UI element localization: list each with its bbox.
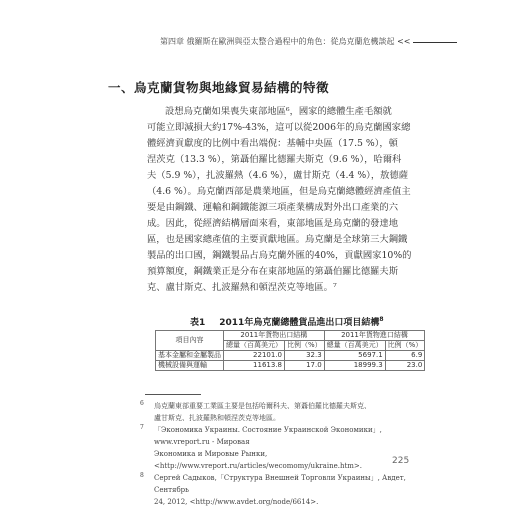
footnote <box>140 400 420 424</box>
body-paragraph <box>147 104 415 296</box>
footnote-line: 24, 2012, <http://www.avdet.org/node/6614>. <box>154 498 319 506</box>
table-title: 2011年烏克蘭總體貨品進出口項目結構 <box>219 318 380 328</box>
cell-export-total: 22101.0 <box>224 351 285 361</box>
footnote-line: 「Экономика Украины. Состояние Украинской Экономики」, www.vreport.ru - Мировая <box>154 426 382 446</box>
table-row <box>156 351 425 361</box>
page-number: 225 <box>392 456 410 466</box>
body-line: 製品的出口國，鋼鐵製品占烏克蘭外匯的40%，貢獻國家10%的 <box>147 250 412 261</box>
footnote-line: 盧甘斯克、扎波羅熱和頓涅茨克等地區。 <box>154 414 280 422</box>
body-line: 預算額度，鋼鐵業正是分布在東部地區的第聶伯羅比德羅夫斯 <box>147 266 399 277</box>
body-line: 夫（5.9 %），扎波羅熱（4.6 %），盧甘斯克（4.4 %），敖德薩 <box>147 170 409 181</box>
cell-item: 基本金屬和金屬製品 <box>156 351 224 361</box>
cell-item: 機械設備與運輸 <box>156 361 224 371</box>
body-line: 可能立即減損大約17%-43%，這可以從2006年的烏克蘭國家總 <box>147 122 411 133</box>
group-header-export: 2011年貨物出口結構 <box>224 331 325 341</box>
footnote-line: Сергей Садыков,「Структура Внешней Торговли Украины」, Авдет, Сентябрь <box>154 474 406 494</box>
cell-import-share: 6.9 <box>385 351 425 361</box>
table-number: 表1 <box>190 318 206 328</box>
footnote-line: Экономика и Мировые Рынки, <http://www.vreport.ru/articles/wecomomy/ukraine.htm>. <box>154 450 362 470</box>
table-caption <box>190 315 384 328</box>
footnotes <box>140 400 420 508</box>
body-line: 體經濟貢獻度的比例中看出端倪：基輔中央區（17.5 %），頓 <box>147 138 398 149</box>
table-footnote-ref: 8 <box>379 316 384 323</box>
cell-export-share: 17.0 <box>285 361 325 371</box>
body-line: （4.6 %）。烏克蘭西部是農業地區，但是烏克蘭總體經濟產值主 <box>147 186 411 197</box>
header-rule <box>413 42 457 43</box>
cell-import-share: 23.0 <box>385 361 425 371</box>
col-header-item: 項目內容 <box>156 331 224 351</box>
col-header-export-total: 總量（百萬美元） <box>224 341 285 351</box>
body-line: 設想烏克蘭如果喪失東部地區⁶，國家的總體生產毛額就 <box>165 106 392 117</box>
table-header-row <box>156 331 425 341</box>
cell-export-share: 32.3 <box>285 351 325 361</box>
col-header-export-share: 比例（%） <box>285 341 325 351</box>
col-header-import-share: 比例（%） <box>385 341 425 351</box>
table-row <box>156 361 425 371</box>
chapter-title: 第四章 俄羅斯在歐洲與亞太整合過程中的角色：從烏克蘭危機談起 <box>160 37 395 46</box>
trade-structure-table <box>155 330 425 371</box>
footnote-divider <box>145 394 201 395</box>
running-header <box>160 36 460 47</box>
footnote-mark: 7 <box>140 424 144 431</box>
footnote <box>140 424 420 472</box>
footnote-mark: 6 <box>140 400 144 407</box>
body-line: 克、盧甘斯克、扎波羅熱和頓涅茨克等地區。⁷ <box>147 282 337 293</box>
body-line: 要是由鋼鐵、運輸和鋼鐵能源三項產業構成對外出口產業的六 <box>147 202 399 213</box>
double-chevron-icon: << <box>397 37 411 46</box>
footnote <box>140 472 420 508</box>
cell-export-total: 11613.8 <box>224 361 285 371</box>
cell-import-total: 5697.1 <box>324 351 385 361</box>
body-line: 涅茨克（13.3 %），第聶伯羅比德羅夫斯克（9.6 %），哈爾科 <box>147 154 402 165</box>
section-heading: 一、烏克蘭貨物與地緣貿易結構的特徵 <box>108 80 330 95</box>
body-line: 區，也是國家總產值的主要貢獻地區。烏克蘭是全球第三大鋼鐵 <box>147 234 408 245</box>
body-line: 成。因此，從經濟結構層面來看，東部地區是烏克蘭的發達地 <box>147 218 399 229</box>
footnote-mark: 8 <box>140 472 144 479</box>
group-header-import: 2011年貨物進口結構 <box>324 331 425 341</box>
footnote-line: 烏克蘭東部重要工業區主要是包括哈爾科夫、第聶伯羅比德羅夫斯克、 <box>154 402 371 410</box>
cell-import-total: 18999.3 <box>324 361 385 371</box>
col-header-import-total: 總量（百萬美元） <box>324 341 385 351</box>
